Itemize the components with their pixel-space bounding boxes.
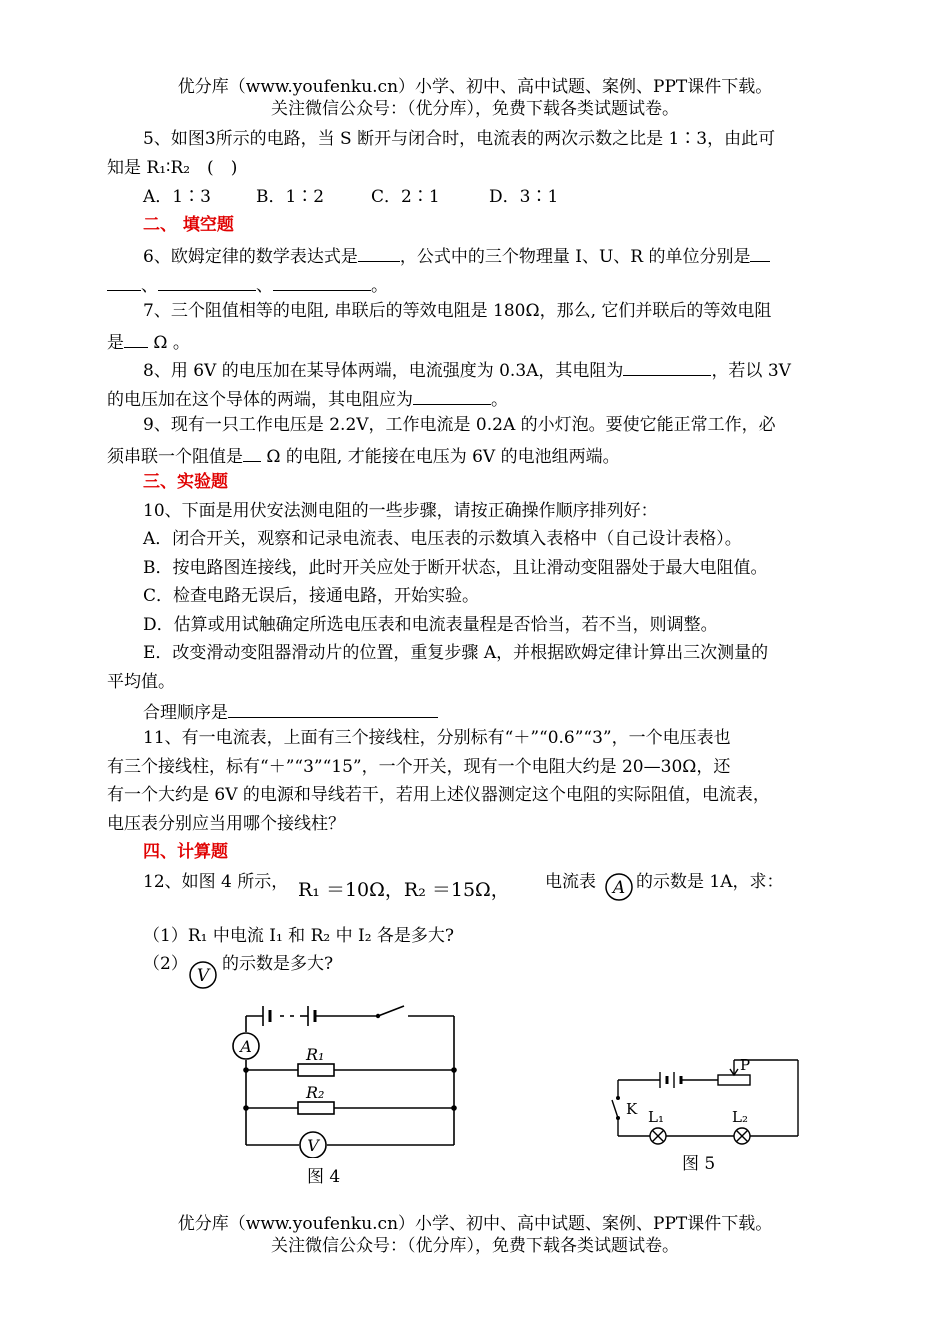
ammeter-symbol-icon: [605, 873, 635, 903]
section-fill-in-title: 二、 填空题: [143, 215, 234, 235]
q10-step-e-2: 平均值。: [107, 672, 175, 692]
q8-line-2: [107, 386, 508, 411]
q12-ammeter-symbol: [605, 873, 633, 901]
q10-step-c: C．检查电路无误后，接通电路，开始实验。: [143, 586, 480, 606]
q6-blank-unit-r[interactable]: [273, 272, 371, 291]
ammeter-symbol-letter: A: [612, 878, 626, 898]
q10-answer-label: 合理顺序是: [143, 703, 228, 723]
q12-voltmeter-symbol: [188, 960, 218, 990]
q5-option-a: A．1∶3: [143, 187, 211, 207]
fig4-ammeter-label: A: [240, 1037, 252, 1056]
q6-blank-unit-i[interactable]: [107, 272, 141, 291]
fig4-voltmeter-label: V: [307, 1136, 319, 1155]
q8-blank-2[interactable]: [413, 386, 491, 405]
q6-blank-formula[interactable]: [358, 243, 400, 262]
q5-line-2: 知是 R₁∶R₂ ( ): [107, 158, 238, 178]
q8-text-b: ，若以 3V: [711, 361, 791, 381]
q11-line-1: 11、有一电流表，上面有三个接线柱，分别标有“＋”“0.6”“3”，一个电压表也: [143, 728, 731, 748]
q10-step-d: D．估算或用试触确定所选电压表和电流表量程是否恰当，若不当，则调整。: [143, 615, 718, 635]
q6-line-1: [143, 243, 770, 268]
q9-line-1: 9、现有一只工作电压是 2.2V，工作电流是 0.2A 的小灯泡。要使它能正常工作，必: [143, 415, 776, 435]
q10-answer-blank[interactable]: [228, 699, 438, 718]
q9-text-a: 须串联一个阻值是: [107, 447, 243, 467]
figure-5-caption: 图 5: [682, 1154, 716, 1174]
q11-line-3: 有一个大约是 6V 的电源和导线若干，若用上述仪器测定这个电阻的实际阻值，电流表，: [107, 785, 770, 805]
q5-line-1: 5、如图3所示的电路，当 S 断开与闭合时，电流表的两次示数之比是 1∶3，由此可: [143, 129, 776, 149]
q5-option-c: C．2∶1: [371, 187, 440, 207]
q8-line-1: [143, 357, 791, 382]
fig4-r2-label: R₂: [306, 1083, 325, 1102]
q10-intro: 10、下面是用伏安法测电阻的一些步骤，请按正确操作顺序排列好：: [143, 501, 658, 521]
footer-line-2: 关注微信公众号：（优分库），免费下载各类试题试卷。: [271, 1236, 679, 1256]
q6-blank-unit-i-start[interactable]: [750, 243, 770, 262]
q10-answer-line: [143, 699, 438, 724]
q7-text-a: 是: [107, 333, 124, 353]
q6-line-2: [107, 272, 388, 297]
q9-text-b: Ω 的电阻, 才能接在电压为 6V 的电池组两端。: [261, 447, 620, 467]
q11-line-4: 电压表分别应当用哪个接线柱？: [107, 814, 345, 834]
fig4-r1-label: R₁: [306, 1045, 325, 1064]
voltmeter-symbol-icon: [188, 960, 220, 992]
q7-line-2: [107, 329, 190, 354]
q6-text-b: ，公式中的三个物理量 I、U、R 的单位分别是: [399, 247, 751, 267]
q8-blank-1[interactable]: [623, 357, 711, 376]
q9-line-2: [107, 443, 620, 468]
q12-sub-2-prefix: （2）: [143, 954, 188, 974]
section-calculation-title: 四、计算题: [143, 842, 228, 862]
fig5-lamp1-label: L₁: [648, 1108, 664, 1126]
footer-line-1: 优分库（www.youfenku.cn）小学、初中、高中试题、案例、PPT课件下载。: [177, 1214, 773, 1234]
q12-ammeter-text: 电流表: [545, 872, 596, 892]
q7-line-1: 7、三个阻值相等的电阻, 串联后的等效电阻是 180Ω，那么, 它们并联后的等效电阻: [143, 301, 772, 321]
q12-suffix: 的示数是 1A，求：: [636, 872, 784, 892]
q7-blank[interactable]: [124, 329, 148, 348]
figure-4-caption: 图 4: [307, 1167, 341, 1187]
q10-step-e-1: E．改变滑动变阻器滑动片的位置，重复步骤 A，并根据欧姆定律计算出三次测量的: [143, 643, 769, 663]
q5-option-b: B．1∶2: [256, 187, 325, 207]
q10-step-b: B．按电路图连接线，此时开关应处于断开状态，且让滑动变阻器处于最大电阻值。: [143, 558, 768, 578]
q12-sub-2-suffix: 的示数是多大?: [222, 954, 334, 974]
q6-blank-unit-u[interactable]: [158, 272, 256, 291]
header-line-1: 优分库（www.youfenku.cn）小学、初中、高中试题、案例、PPT课件下载。: [177, 77, 773, 97]
q9-blank[interactable]: [243, 443, 261, 462]
q6-end: 。: [371, 276, 388, 296]
q12-formula: R₁ ＝10Ω，R₂ ＝15Ω，: [298, 879, 510, 901]
section-experiment-title: 三、实验题: [143, 472, 228, 492]
q12-sub-1: （1）R₁ 中电流 I₁ 和 R₂ 中 I₂ 各是多大?: [143, 926, 455, 946]
fig5-slider-label: P: [740, 1056, 751, 1074]
q8-text-a: 8、用 6V 的电压加在某导体两端，电流强度为 0.3A，其电阻为: [143, 361, 624, 381]
q12-prefix: 12、如图 4 所示，: [143, 872, 289, 892]
q5-option-d: D．3∶1: [489, 187, 559, 207]
q6-text-a: 6、欧姆定律的数学表达式是: [143, 247, 358, 267]
figure-4-circuit: [228, 998, 468, 1158]
q6-sep-2: 、: [256, 276, 273, 296]
q8-text-d: 。: [491, 390, 508, 410]
fig5-lamp2-label: L₂: [732, 1108, 748, 1126]
figure-5-circuit: [598, 1052, 808, 1152]
q8-text-c: 的电压加在这个导体的两端，其电阻应为: [107, 390, 413, 410]
header-line-2: 关注微信公众号：（优分库），免费下载各类试题试卷。: [271, 99, 679, 119]
voltmeter-symbol-letter: V: [196, 966, 210, 986]
q7-text-b: Ω 。: [148, 333, 190, 353]
q6-sep-1: 、: [141, 276, 158, 296]
q10-step-a: A．闭合开关，观察和记录电流表、电压表的示数填入表格中（自己设计表格）。: [143, 529, 742, 549]
q11-line-2: 有三个接线柱，标有“＋”“3”“15”，一个开关，现有一个电阻大约是 20—30Ω，还: [107, 757, 731, 777]
fig5-switch-label: K: [626, 1100, 638, 1118]
